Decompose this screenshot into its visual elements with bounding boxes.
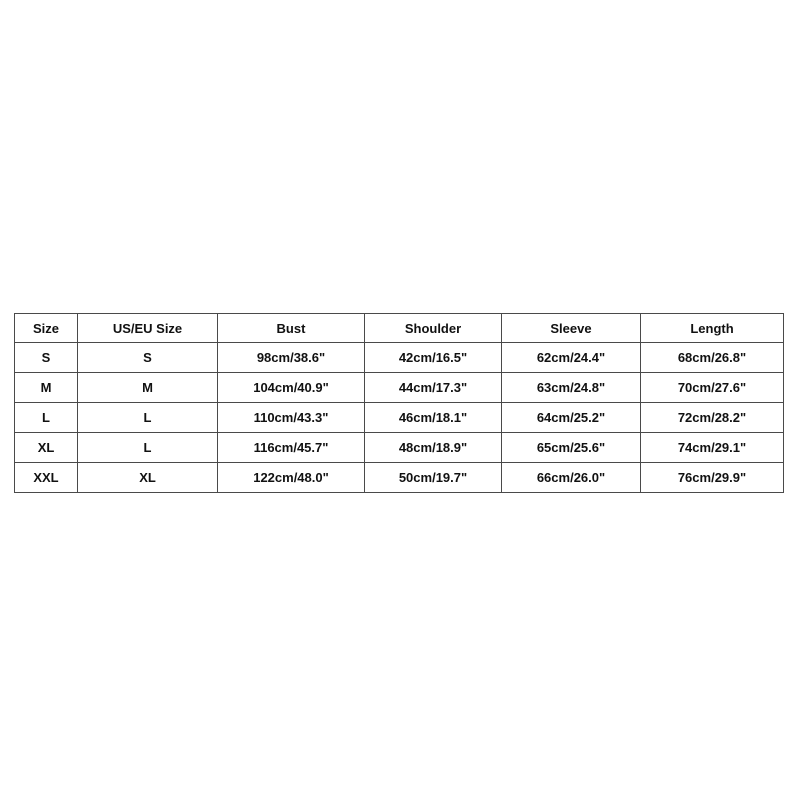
cell-shoulder: 44cm/17.3" <box>365 373 502 403</box>
header-row <box>15 314 784 343</box>
cell-bust: 104cm/40.9" <box>218 373 365 403</box>
table-row <box>15 373 784 403</box>
cell-length: 68cm/26.8" <box>641 343 784 373</box>
cell-shoulder: 46cm/18.1" <box>365 403 502 433</box>
cell-size: L <box>15 403 78 433</box>
cell-us-eu-size: L <box>78 433 218 463</box>
cell-us-eu-size: L <box>78 403 218 433</box>
cell-sleeve: 62cm/24.4" <box>502 343 641 373</box>
header-us-eu-size: US/EU Size <box>78 314 218 343</box>
size-chart-body <box>15 343 784 493</box>
cell-shoulder: 42cm/16.5" <box>365 343 502 373</box>
cell-length: 74cm/29.1" <box>641 433 784 463</box>
cell-sleeve: 65cm/25.6" <box>502 433 641 463</box>
header-size: Size <box>15 314 78 343</box>
cell-size: XL <box>15 433 78 463</box>
cell-shoulder: 50cm/19.7" <box>365 463 502 493</box>
cell-us-eu-size: XL <box>78 463 218 493</box>
cell-size: S <box>15 343 78 373</box>
cell-length: 72cm/28.2" <box>641 403 784 433</box>
header-sleeve: Sleeve <box>502 314 641 343</box>
table-row <box>15 343 784 373</box>
cell-sleeve: 64cm/25.2" <box>502 403 641 433</box>
table-row <box>15 463 784 493</box>
table-row <box>15 403 784 433</box>
cell-bust: 122cm/48.0" <box>218 463 365 493</box>
size-chart-header <box>15 314 784 343</box>
cell-length: 76cm/29.9" <box>641 463 784 493</box>
cell-sleeve: 63cm/24.8" <box>502 373 641 403</box>
table-row <box>15 433 784 463</box>
size-chart-table <box>14 313 784 493</box>
cell-length: 70cm/27.6" <box>641 373 784 403</box>
cell-size: M <box>15 373 78 403</box>
header-shoulder: Shoulder <box>365 314 502 343</box>
header-bust: Bust <box>218 314 365 343</box>
cell-bust: 98cm/38.6" <box>218 343 365 373</box>
cell-sleeve: 66cm/26.0" <box>502 463 641 493</box>
cell-us-eu-size: S <box>78 343 218 373</box>
cell-shoulder: 48cm/18.9" <box>365 433 502 463</box>
cell-bust: 116cm/45.7" <box>218 433 365 463</box>
cell-bust: 110cm/43.3" <box>218 403 365 433</box>
cell-size: XXL <box>15 463 78 493</box>
cell-us-eu-size: M <box>78 373 218 403</box>
header-length: Length <box>641 314 784 343</box>
